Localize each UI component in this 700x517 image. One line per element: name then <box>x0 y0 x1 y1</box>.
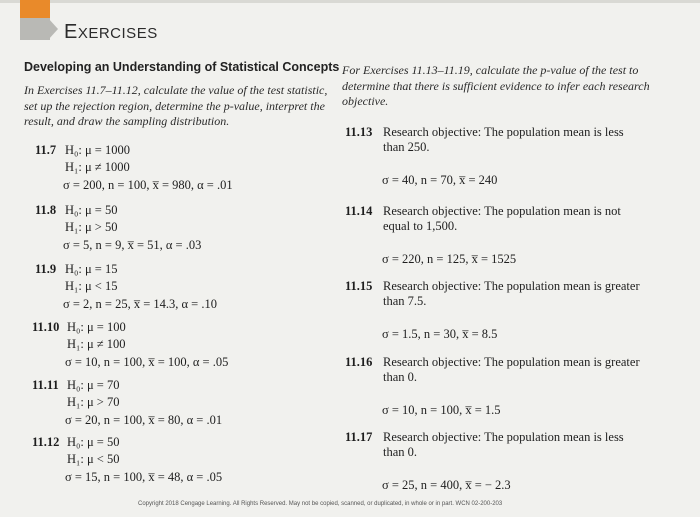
exercise-number: 11.15 <box>345 279 373 293</box>
exercise-params: σ = 1.5, n = 30, x̅ = 8.5 <box>382 327 498 341</box>
exercise-objective: Research objective: The population mean is less <box>383 430 624 444</box>
null-hypothesis: H₀: μ = 1000 <box>65 143 130 157</box>
right-instructions: For Exercises 11.13–11.19, calculate the p-value of the test to determine that there is sufficient evidence to infer each research objective. <box>342 63 650 108</box>
alt-hypothesis: H₁: μ < 50 <box>67 452 120 466</box>
exercise-params: σ = 20, n = 100, x̅ = 80, α = .01 <box>65 413 223 427</box>
exercise-params: σ = 5, n = 9, x̅ = 51, α = .03 <box>63 238 202 252</box>
alt-hypothesis: H₁: μ > 70 <box>67 395 120 409</box>
exercise-objective: Research objective: The population mean is greater <box>383 355 640 369</box>
alt-hypothesis: H₁: μ ≠ 1000 <box>65 160 130 174</box>
exercise-number: 11.17 <box>345 430 373 444</box>
exercise-number: 11.16 <box>345 355 373 369</box>
exercise-number: 11.11 <box>32 378 59 392</box>
alt-hypothesis: H₁: μ < 15 <box>65 279 118 293</box>
alt-hypothesis: H₁: μ ≠ 100 <box>67 337 126 351</box>
exercise-number: 11.12 <box>32 435 60 449</box>
exercise-params: σ = 200, n = 100, x̅ = 980, α = .01 <box>63 178 233 192</box>
null-hypothesis: H₀: μ = 50 <box>65 203 118 217</box>
null-hypothesis: H₀: μ = 15 <box>65 262 118 276</box>
null-hypothesis: H₀: μ = 50 <box>67 435 120 449</box>
header-rule <box>0 0 700 3</box>
exercise-params: σ = 40, n = 70, x̅ = 240 <box>382 173 498 187</box>
section-marker-icon <box>20 0 50 40</box>
exercise-number: 11.9 <box>35 262 57 276</box>
exercise-number: 11.14 <box>345 204 373 218</box>
exercise-number: 11.10 <box>32 320 60 334</box>
exercise-params: σ = 15, n = 100, x̅ = 48, α = .05 <box>65 470 223 484</box>
exercise-objective: Research objective: The population mean is not <box>383 204 621 218</box>
left-instructions: In Exercises 11.7–11.12, calculate the value of the test statistic, set up the rejection region, determine the p-value, interpret the result, and draw the sampling distribution. <box>24 83 328 128</box>
copyright-notice: Copyright 2018 Cengage Learning. All Rights Reserved. May not be copied, scanned, or duplicated, in whole or in part. WCN 02-200-203 <box>138 501 503 507</box>
exercise-params: σ = 220, n = 125, x̅ = 1525 <box>382 252 517 266</box>
exercise-objective-cont: than 0. <box>383 370 418 384</box>
exercise-number: 11.8 <box>35 203 57 217</box>
exercise-number: 11.7 <box>35 143 57 157</box>
exercise-objective: Research objective: The population mean is greater <box>383 279 640 293</box>
exercise-params: σ = 25, n = 400, x̅ = − 2.3 <box>382 478 511 492</box>
exercise-objective-cont: than 250. <box>383 140 430 154</box>
null-hypothesis: H₀: μ = 70 <box>67 378 120 392</box>
exercise-objective: Research objective: The population mean is less <box>383 125 624 139</box>
alt-hypothesis: H₁: μ > 50 <box>65 220 118 234</box>
exercise-params: σ = 2, n = 25, x̅ = 14.3, α = .10 <box>63 297 217 311</box>
exercise-number: 11.13 <box>345 125 373 139</box>
section-title: EXERCISES <box>64 21 158 43</box>
exercise-objective-cont: than 0. <box>383 445 418 459</box>
null-hypothesis: H₀: μ = 100 <box>67 320 126 334</box>
exercise-objective-cont: equal to 1,500. <box>383 219 458 233</box>
exercise-params: σ = 10, n = 100, x̅ = 1.5 <box>382 403 501 417</box>
exercise-params: σ = 10, n = 100, x̅ = 100, α = .05 <box>65 355 229 369</box>
left-heading: Developing an Understanding of Statistical Concepts <box>24 60 340 74</box>
exercise-objective-cont: than 7.5. <box>383 294 427 308</box>
